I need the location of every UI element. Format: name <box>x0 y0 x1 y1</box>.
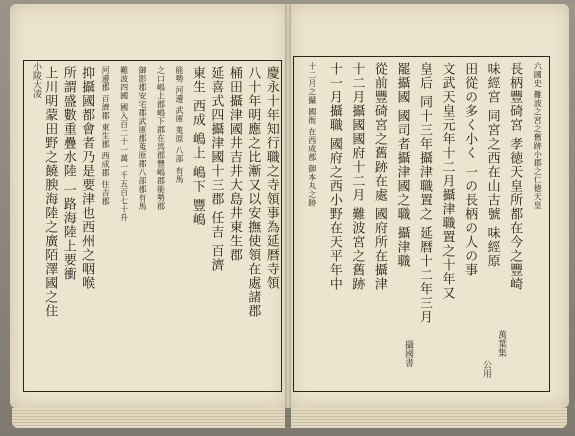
right-page-column-2: 長柄豐碕宮 孝徳天皇所都在今之豐崎 <box>507 62 523 292</box>
right-page-column-11: 十二月之攝 國衙 在西成郡 御本丸之跡 <box>307 62 317 208</box>
right-page-column-4: 田從の多く小く 一の長柄の人の事 <box>462 62 478 278</box>
left-page-column-6: 能勢 河邊 武庫 莵原 八部 有馬 <box>174 66 184 184</box>
left-page-column-3: 桶田攝津國井吉井大島井東生郡 <box>226 66 242 262</box>
left-page-column-2: 八十年明應之比漸又以安撫使領在處諸郡 <box>245 66 261 318</box>
left-page-column-1: 慶永十年知行職之寺領事為延暦寺領 <box>263 66 279 290</box>
left-page-column-10: 河邊郡 百濟郡 東生郡 西成郡 住吉郡 <box>101 66 111 206</box>
left-page-column-11: 抑攝國都會者乃是要津也西州之咽喉 <box>79 66 95 290</box>
right-page-column-3: 味經宮 同宮之西在山古號 味經原 <box>484 62 500 269</box>
left-page-column-7: 之口嶋上郡嶋下郡在馬郡豐嶋郡能勢郡 <box>156 66 166 211</box>
right-page-edge <box>291 408 567 428</box>
right-bottom-note-3: 萬葉集 <box>496 330 506 357</box>
right-page-column-1: 六國史 難波之宮之舊跡小郡之仁徳天皇 <box>533 62 543 210</box>
left-page-column-13: 上川明蒙田野之饒腴海陸之廣陌澤國之住 <box>42 66 58 318</box>
left-page-column-9: 難波四國 國入百二十一萬一千五百七十升 <box>119 66 129 223</box>
left-page-edge <box>12 408 285 428</box>
right-bottom-note-1: 攝國書 <box>403 340 413 367</box>
right-bottom-note-2: 公用 <box>481 360 491 378</box>
right-page-column-8: 從前豐碕宮之舊跡在處 國府所在攝津 <box>371 62 387 292</box>
left-page-column-4: 延喜式四攝津國十三郡 任吉 百濟 <box>208 66 224 273</box>
right-page-column-7: 罷攝國 國司者攝津國之職 攝津職 <box>394 62 410 269</box>
left-page-column-8: 御影郡安宅郡武庫郡莵原郡八部郡有馬 <box>138 66 148 211</box>
left-page-column-5: 東生 西成 嶋上 嶋下 豐嶋 <box>189 66 205 227</box>
right-page-column-6: 皇后 同十三年攝津職置之 延暦十二年三月 <box>417 62 432 325</box>
right-page-column-10: 十一月攝職 國府之西小野在天平年中 <box>326 62 342 292</box>
book-gutter <box>285 4 291 408</box>
right-page-column-9: 十二月攝國國府十二月 難波宮之舊跡 <box>349 62 365 292</box>
left-page-column-12: 所謂盛數重疊水陸 一路海陸上要衝 <box>60 66 76 282</box>
right-page-column-5: 文武天皇元年十二月攝津職置之十年又 <box>439 62 455 300</box>
left-margin-note: 小陵大凌 <box>31 62 41 98</box>
